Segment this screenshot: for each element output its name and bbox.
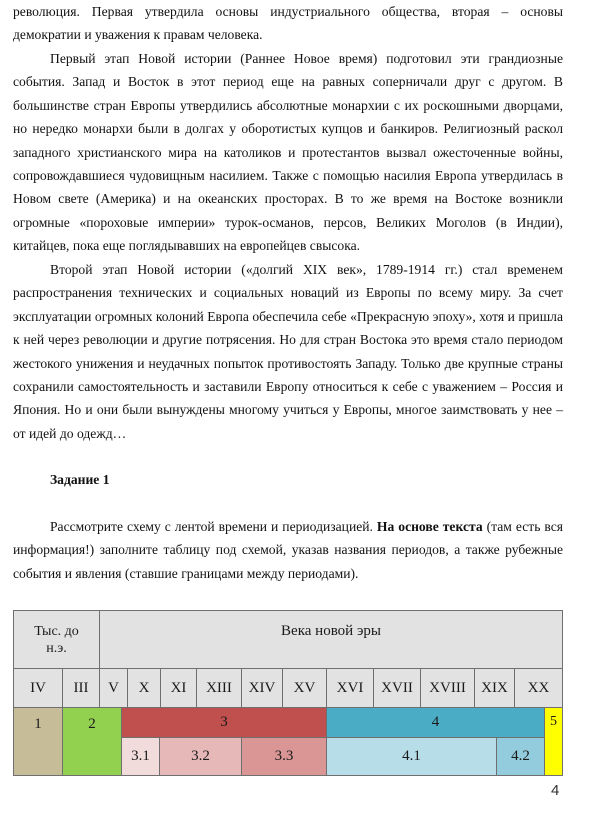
century-cell: XX — [514, 668, 563, 708]
century-cell: III — [62, 668, 100, 708]
header-ad-centuries — [99, 610, 563, 669]
century-cell: XV — [282, 668, 327, 708]
task-text-after: (там есть вся информация!) заполните таблицу под схемой, указав названия периодов, а также рубежные события и явления (ставшие границами между периодами). — [13, 519, 563, 581]
timeline-scheme — [13, 610, 563, 776]
paragraph-intro-end: революция. Первая утвердила основы индустриального общества, вторая – основы демократии и уважения к правам человека. — [13, 4, 563, 43]
century-cell: IV — [13, 668, 63, 708]
century-cell: XVIII — [420, 668, 475, 708]
century-cell: V — [99, 668, 128, 708]
period-2: 2 — [62, 707, 122, 776]
century-cell: X — [127, 668, 161, 708]
century-cell: XIV — [241, 668, 283, 708]
century-cell: XI — [160, 668, 197, 708]
header-bc-label: Тыс. до н.э. — [34, 623, 79, 656]
header-bc-millennia — [13, 610, 100, 669]
task-text-bold: На основе текста — [376, 519, 483, 534]
paragraph-first-stage: Первый этап Новой истории (Раннее Новое время) подготовил эти грандиозные события. Запад и Восток в этот период еще на равных соперничали друг с другом. В большинстве стран Европы утвердились абсолютные монархии с их роскошными дворцами, но нередко монархи были в долгах у оборотистых купцов и банкиров. Религиозный раскол западного христианского мира на католиков и протестантов вызвал ожесточенные войны, сопровождавшиеся чудовищным насилием. Также с помощью насилия Европа утвердилась в Новом свете (Америка) и на океанских просторах. В то же время на Востоке возникли огромные «пороховые империи» турок-османов, персов, Великих Моголов (в Индии), китайцев, пока еще поглядывавших на европейцев свысока. — [13, 51, 563, 254]
century-cell: XVII — [373, 668, 421, 708]
task-instructions — [13, 515, 563, 585]
century-cell: XVI — [326, 668, 374, 708]
period-4: 4 — [326, 707, 545, 738]
period-5: 5 — [544, 707, 563, 776]
task-text-before: Рассмотрите схему с лентой времени и периодизацией. — [50, 519, 377, 534]
task-title: Задание 1 — [50, 472, 110, 487]
subperiod-4-1: 4.1 — [326, 737, 497, 776]
page-number: 4 — [551, 782, 560, 799]
subperiod-3-1: 3.1 — [121, 737, 160, 776]
header-ad-label: Века новой эры — [281, 623, 381, 639]
paragraph-second-stage: Второй этап Новой истории («долгий XIX век», 1789-1914 гг.) стал временем распространения технических и социальных новаций из Европы по всему миру. За счет эксплуатации огромных колоний Европа обеспечила себе «Прекрасную эпоху», хотя и пришла к ней через революции и другие потрясения. Но для стран Востока это время стало периодом жестокого унижения и неудачных попыток противостоять Западу. Только две крупные страны сохранили самостоятельность и заставили Европу относиться к себе с уважением – Россия и Япония. Но и они были вынуждены многому учиться у Европы, многое заимствовать у нее – от идей до одежд… — [13, 262, 563, 441]
period-3: 3 — [121, 707, 327, 738]
subperiod-4-2: 4.2 — [496, 737, 545, 776]
century-cell: XIX — [474, 668, 515, 708]
subperiod-3-3: 3.3 — [241, 737, 327, 776]
period-1: 1 — [13, 707, 63, 776]
subperiod-3-2: 3.2 — [159, 737, 242, 776]
century-cell: XIII — [196, 668, 242, 708]
